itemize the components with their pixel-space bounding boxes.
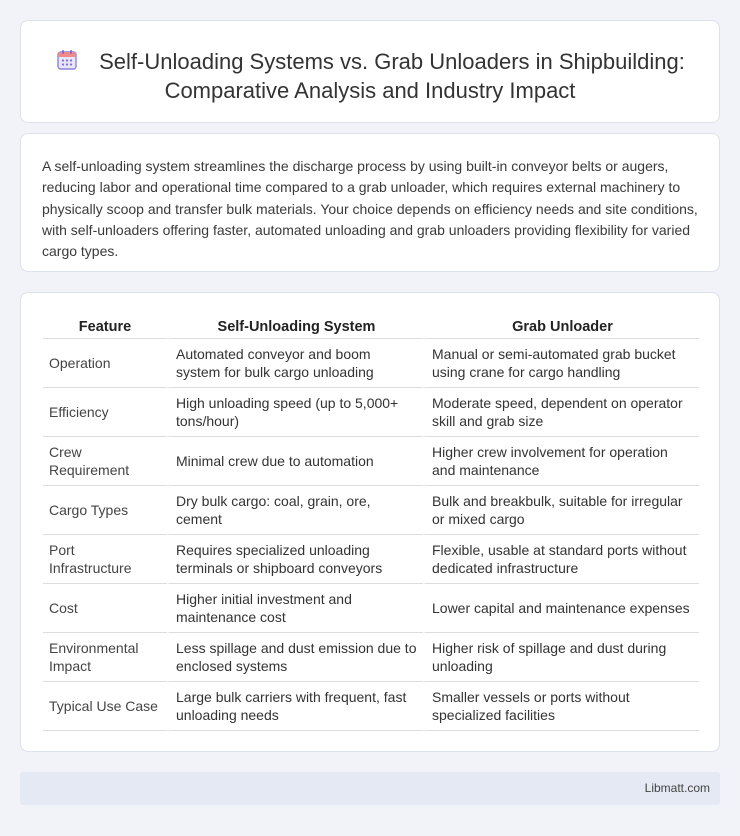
row-feature-cell: Crew Requirement xyxy=(43,437,167,486)
row-feature-cell: Cargo Types xyxy=(43,486,167,535)
row-grab-cell: Moderate speed, dependent on operator skill and grab size xyxy=(423,388,699,437)
header-feature: Feature xyxy=(43,316,167,339)
table-row xyxy=(43,388,699,437)
row-grab-cell: Higher risk of spillage and dust during unloading xyxy=(423,633,699,682)
row-feature-cell: Efficiency xyxy=(43,388,167,437)
table-row xyxy=(43,339,699,388)
row-grab-cell: Flexible, usable at standard ports without dedicated infrastructure xyxy=(423,535,699,584)
table-row xyxy=(43,633,699,682)
table-header-row xyxy=(43,316,699,339)
row-grab-cell: Bulk and breakbulk, suitable for irregular or mixed cargo xyxy=(423,486,699,535)
intro-paragraph: A self-unloading system streamlines the discharge process by using built-in conveyor belts or augers, reducing labor and operational time compared to a grab unloader, which requires external machinery to physically scoop and transfer bulk materials. Your choice depends on efficiency needs and site conditions, with self-unloaders offering faster, automated unloading and grab unloaders providing flexibility for varied cargo types. xyxy=(42,158,698,260)
row-feature-cell: Cost xyxy=(43,584,167,633)
row-self-cell: Dry bulk cargo: coal, grain, ore, cement xyxy=(167,486,423,535)
table-row xyxy=(43,535,699,584)
intro-card xyxy=(20,133,720,272)
row-feature-cell: Operation xyxy=(43,339,167,388)
calendar-icon xyxy=(55,48,79,72)
row-self-cell: Higher initial investment and maintenance cost xyxy=(167,584,423,633)
title-card xyxy=(20,20,720,123)
row-self-cell: Large bulk carriers with frequent, fast unloading needs xyxy=(167,682,423,731)
comparison-card xyxy=(20,292,720,752)
table-row xyxy=(43,682,699,731)
table-row xyxy=(43,486,699,535)
row-feature-cell: Port Infrastructure xyxy=(43,535,167,584)
table-row xyxy=(43,584,699,633)
footer-bar xyxy=(20,772,720,805)
row-self-cell: Automated conveyor and boom system for bulk cargo unloading xyxy=(167,339,423,388)
header-self-unloading: Self-Unloading System xyxy=(167,316,423,339)
row-feature-cell: Typical Use Case xyxy=(43,682,167,731)
row-self-cell: Requires specialized unloading terminals or shipboard conveyors xyxy=(167,535,423,584)
row-grab-cell: Lower capital and maintenance expenses xyxy=(423,584,699,633)
row-grab-cell: Manual or semi-automated grab bucket using crane for cargo handling xyxy=(423,339,699,388)
footer-brand-link[interactable]: Libmatt.com xyxy=(644,781,710,795)
comparison-table xyxy=(43,316,699,731)
table-row xyxy=(43,437,699,486)
header-grab-unloader: Grab Unloader xyxy=(423,316,699,339)
row-grab-cell: Smaller vessels or ports without specialized facilities xyxy=(423,682,699,731)
row-self-cell: High unloading speed (up to 5,000+ tons/hour) xyxy=(167,388,423,437)
page-title-text: Self-Unloading Systems vs. Grab Unloaders in Shipbuilding: Comparative Analysis and Industry Impact xyxy=(99,49,685,103)
row-self-cell: Minimal crew due to automation xyxy=(167,437,423,486)
row-grab-cell: Higher crew involvement for operation and maintenance xyxy=(423,437,699,486)
row-feature-cell: Environmental Impact xyxy=(43,633,167,682)
page-title xyxy=(21,21,719,105)
row-self-cell: Less spillage and dust emission due to enclosed systems xyxy=(167,633,423,682)
